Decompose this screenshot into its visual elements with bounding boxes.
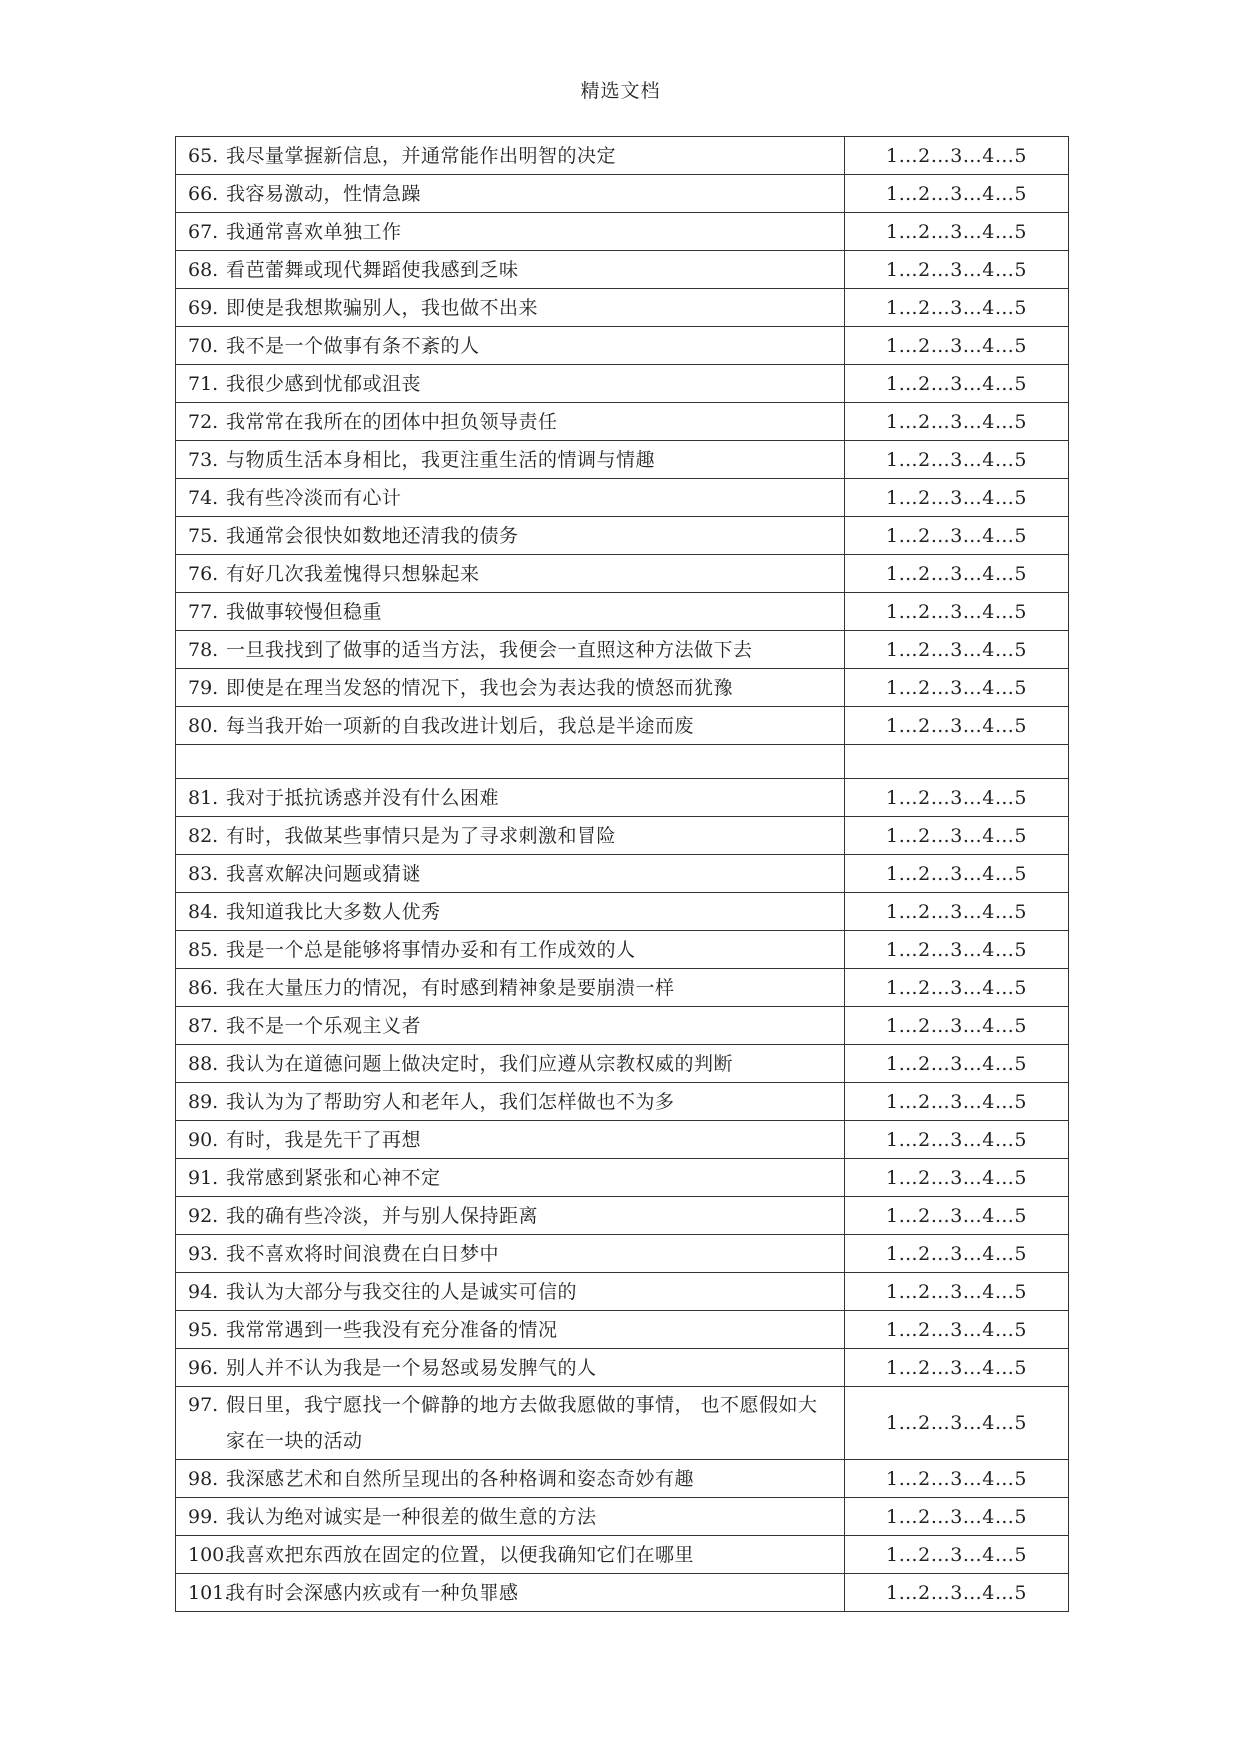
- rating-scale: 1…2…3…4…5: [845, 1159, 1069, 1197]
- question-number: 101.: [188, 1581, 231, 1604]
- question-cell: [176, 175, 845, 213]
- question-text: 我的确有些冷淡，并与别人保持距离: [226, 1204, 539, 1227]
- question-text: 我容易激动，性情急躁: [226, 182, 422, 205]
- table-row: [176, 1197, 1069, 1235]
- question-text: 我深感艺术和自然所呈现出的各种格调和姿态奇妙有趣: [226, 1467, 695, 1490]
- rating-scale: 1…2…3…4…5: [845, 1235, 1069, 1273]
- question-number: 86.: [188, 976, 219, 999]
- rating-scale: 1…2…3…4…5: [845, 779, 1069, 817]
- question-cell: [176, 855, 845, 893]
- question-cell: [176, 327, 845, 365]
- question-text: 我不是一个乐观主义者: [226, 1014, 422, 1037]
- question-number: 79.: [188, 676, 219, 699]
- question-text: 我有时会深感内疚或有一种负罪感: [226, 1581, 519, 1604]
- table-row: [176, 1083, 1069, 1121]
- question-number: 68.: [188, 258, 219, 281]
- table-row: [176, 779, 1069, 817]
- question-text: 我做事较慢但稳重: [226, 600, 383, 623]
- rating-scale: 1…2…3…4…5: [845, 1536, 1069, 1574]
- table-row: [176, 441, 1069, 479]
- question-number: 91.: [188, 1166, 219, 1189]
- question-text: 我有些冷淡而有心计: [226, 486, 402, 509]
- question-cell: [176, 1235, 845, 1273]
- question-text: 我常常在我所在的团体中担负领导责任: [226, 410, 558, 433]
- table-row: [176, 1311, 1069, 1349]
- question-number: 80.: [188, 714, 219, 737]
- question-number: 74.: [188, 486, 219, 509]
- table-row: [176, 479, 1069, 517]
- rating-scale: 1…2…3…4…5: [845, 931, 1069, 969]
- rating-scale: 1…2…3…4…5: [845, 1498, 1069, 1536]
- table-row: [176, 137, 1069, 175]
- question-cell: [176, 1536, 845, 1574]
- question-text: 与物质生活本身相比，我更注重生活的情调与情趣: [226, 448, 656, 471]
- table-row: [176, 555, 1069, 593]
- question-cell: [176, 931, 845, 969]
- rating-scale: 1…2…3…4…5: [845, 707, 1069, 745]
- question-cell: [176, 1045, 845, 1083]
- rating-scale: 1…2…3…4…5: [845, 403, 1069, 441]
- blank-row: [176, 745, 1069, 779]
- table-row: [176, 855, 1069, 893]
- question-number: 98.: [188, 1467, 219, 1490]
- table-row: [176, 669, 1069, 707]
- question-number: 94.: [188, 1280, 219, 1303]
- question-text: 有时，我是先干了再想: [226, 1128, 422, 1151]
- table-row: [176, 251, 1069, 289]
- question-cell: [176, 1007, 845, 1045]
- question-number: 77.: [188, 600, 219, 623]
- question-number: 95.: [188, 1318, 219, 1341]
- question-text: 我不喜欢将时间浪费在白日梦中: [226, 1242, 500, 1265]
- table-row: [176, 365, 1069, 403]
- question-text: 我认为为了帮助穷人和老年人，我们怎样做也不为多: [226, 1090, 675, 1113]
- table-row: [176, 517, 1069, 555]
- question-number: 88.: [188, 1052, 219, 1075]
- rating-scale: 1…2…3…4…5: [845, 593, 1069, 631]
- question-number: 81.: [188, 786, 219, 809]
- question-cell: [176, 1273, 845, 1311]
- question-cell: [176, 893, 845, 931]
- table-row: [176, 1536, 1069, 1574]
- rating-scale: 1…2…3…4…5: [845, 893, 1069, 931]
- rating-scale: 1…2…3…4…5: [845, 1387, 1069, 1460]
- question-text: 我对于抵抗诱惑并没有什么困难: [226, 786, 500, 809]
- table-row: [176, 1235, 1069, 1273]
- question-cell: [176, 365, 845, 403]
- question-number: 67.: [188, 220, 219, 243]
- question-cell: [176, 631, 845, 669]
- question-number: 90.: [188, 1128, 219, 1151]
- table-row: [176, 327, 1069, 365]
- question-cell: [176, 593, 845, 631]
- question-cell: [176, 403, 845, 441]
- table-row: [176, 1574, 1069, 1612]
- question-cell: [176, 779, 845, 817]
- rating-scale: 1…2…3…4…5: [845, 137, 1069, 175]
- page-header: 精选文档: [580, 80, 661, 102]
- table-row: [176, 175, 1069, 213]
- rating-scale: 1…2…3…4…5: [845, 251, 1069, 289]
- rating-scale: 1…2…3…4…5: [845, 1273, 1069, 1311]
- question-text: 看芭蕾舞或现代舞蹈使我感到乏味: [226, 258, 519, 281]
- question-cell: [176, 1083, 845, 1121]
- table-row: [176, 817, 1069, 855]
- table-row: [176, 893, 1069, 931]
- question-number: 92.: [188, 1204, 219, 1227]
- rating-scale: 1…2…3…4…5: [845, 1121, 1069, 1159]
- question-cell: [176, 1311, 845, 1349]
- question-number: 69.: [188, 296, 219, 319]
- question-number: 89.: [188, 1090, 219, 1113]
- question-text: 我通常会很快如数地还清我的债务: [226, 524, 519, 547]
- question-number: 75.: [188, 524, 219, 547]
- question-number: 72.: [188, 410, 219, 433]
- question-cell: [176, 1460, 845, 1498]
- question-text: 我常感到紧张和心神不定: [226, 1166, 441, 1189]
- question-cell: [176, 1387, 845, 1460]
- question-number: 78.: [188, 638, 219, 661]
- question-text: 有时，我做某些事情只是为了寻求刺激和冒险: [226, 824, 617, 847]
- rating-scale: 1…2…3…4…5: [845, 1197, 1069, 1235]
- rating-scale: 1…2…3…4…5: [845, 289, 1069, 327]
- rating-scale: 1…2…3…4…5: [845, 1083, 1069, 1121]
- question-text: 有好几次我羞愧得只想躲起来: [226, 562, 480, 585]
- table-row: [176, 931, 1069, 969]
- question-number: 73.: [188, 448, 219, 471]
- question-cell: [176, 969, 845, 1007]
- question-text: 一旦我找到了做事的适当方法，我便会一直照这种方法做下去: [226, 638, 753, 661]
- question-text: 即使是在理当发怒的情况下，我也会为表达我的愤怒而犹豫: [226, 676, 734, 699]
- rating-scale: 1…2…3…4…5: [845, 1007, 1069, 1045]
- blank-cell: [176, 745, 845, 779]
- question-text: 假日里，我宁愿找一个僻静的地方去做我愿做的事情， 也不愿假如大家在一块的活动: [226, 1394, 818, 1452]
- table-row: [176, 1460, 1069, 1498]
- question-text: 我认为绝对诚实是一种很差的做生意的方法: [226, 1505, 597, 1528]
- question-text: 我喜欢把东西放在固定的位置，以便我确知它们在哪里: [226, 1543, 695, 1566]
- table-row: [176, 1121, 1069, 1159]
- rating-scale: 1…2…3…4…5: [845, 441, 1069, 479]
- table-row: [176, 1007, 1069, 1045]
- question-number: 82.: [188, 824, 219, 847]
- table-row: [176, 707, 1069, 745]
- question-cell: [176, 1197, 845, 1235]
- question-cell: [176, 289, 845, 327]
- questionnaire-table: [175, 136, 1069, 1612]
- table-row: [176, 213, 1069, 251]
- rating-scale: 1…2…3…4…5: [845, 1045, 1069, 1083]
- question-number: 96.: [188, 1356, 219, 1379]
- table-row: [176, 593, 1069, 631]
- rating-scale: 1…2…3…4…5: [845, 479, 1069, 517]
- rating-scale: 1…2…3…4…5: [845, 1349, 1069, 1387]
- question-number: 100.: [188, 1543, 231, 1566]
- question-text: 即使是我想欺骗别人，我也做不出来: [226, 296, 539, 319]
- question-text: 我认为大部分与我交往的人是诚实可信的: [226, 1280, 578, 1303]
- rating-scale: 1…2…3…4…5: [845, 517, 1069, 555]
- question-number: 66.: [188, 182, 219, 205]
- question-cell: [176, 1159, 845, 1197]
- table-row: [176, 1349, 1069, 1387]
- question-text: 每当我开始一项新的自我改进计划后，我总是半途而废: [226, 714, 695, 737]
- question-text: 我通常喜欢单独工作: [226, 220, 402, 243]
- table-row: [176, 1387, 1069, 1460]
- question-text: 我不是一个做事有条不紊的人: [226, 334, 480, 357]
- question-number: 76.: [188, 562, 219, 585]
- question-text: 我认为在道德问题上做决定时，我们应遵从宗教权威的判断: [226, 1052, 734, 1075]
- table-row: [176, 969, 1069, 1007]
- table-row: [176, 1045, 1069, 1083]
- question-text: 我很少感到忧郁或沮丧: [226, 372, 422, 395]
- question-number: 83.: [188, 862, 219, 885]
- rating-scale: 1…2…3…4…5: [845, 327, 1069, 365]
- rating-scale: 1…2…3…4…5: [845, 555, 1069, 593]
- question-cell: [176, 213, 845, 251]
- rating-scale: 1…2…3…4…5: [845, 1311, 1069, 1349]
- question-cell: [176, 1574, 845, 1612]
- rating-scale: 1…2…3…4…5: [845, 855, 1069, 893]
- question-cell: [176, 1498, 845, 1536]
- table-row: [176, 1273, 1069, 1311]
- question-text: 我喜欢解决问题或猜谜: [226, 862, 422, 885]
- question-number: 97.: [188, 1394, 219, 1416]
- blank-cell: [845, 745, 1069, 779]
- question-cell: [176, 555, 845, 593]
- question-number: 99.: [188, 1505, 219, 1528]
- question-number: 71.: [188, 372, 219, 395]
- question-number: 85.: [188, 938, 219, 961]
- rating-scale: 1…2…3…4…5: [845, 631, 1069, 669]
- rating-scale: 1…2…3…4…5: [845, 817, 1069, 855]
- question-cell: [176, 1121, 845, 1159]
- question-cell: [176, 817, 845, 855]
- rating-scale: 1…2…3…4…5: [845, 1574, 1069, 1612]
- question-number: 84.: [188, 900, 219, 923]
- question-cell: [176, 251, 845, 289]
- question-number: 70.: [188, 334, 219, 357]
- question-text: 别人并不认为我是一个易怒或易发脾气的人: [226, 1356, 597, 1379]
- table-row: [176, 631, 1069, 669]
- question-number: 87.: [188, 1014, 219, 1037]
- rating-scale: 1…2…3…4…5: [845, 969, 1069, 1007]
- question-text: 我在大量压力的情况，有时感到精神象是要崩溃一样: [226, 976, 675, 999]
- table-row: [176, 1159, 1069, 1197]
- question-text: 我是一个总是能够将事情办妥和有工作成效的人: [226, 938, 636, 961]
- question-cell: [176, 707, 845, 745]
- rating-scale: 1…2…3…4…5: [845, 213, 1069, 251]
- question-cell: [176, 1349, 845, 1387]
- question-number: 65.: [188, 144, 219, 167]
- question-text: 我常常遇到一些我没有充分准备的情况: [226, 1318, 558, 1341]
- rating-scale: 1…2…3…4…5: [845, 669, 1069, 707]
- table-row: [176, 1498, 1069, 1536]
- rating-scale: 1…2…3…4…5: [845, 1460, 1069, 1498]
- question-cell: [176, 479, 845, 517]
- question-number: 93.: [188, 1242, 219, 1265]
- table-row: [176, 289, 1069, 327]
- question-text: 我知道我比大多数人优秀: [226, 900, 441, 923]
- question-cell: [176, 137, 845, 175]
- question-cell: [176, 441, 845, 479]
- rating-scale: 1…2…3…4…5: [845, 365, 1069, 403]
- question-text: 我尽量掌握新信息，并通常能作出明智的决定: [226, 144, 617, 167]
- table-row: [176, 403, 1069, 441]
- rating-scale: 1…2…3…4…5: [845, 175, 1069, 213]
- question-cell: [176, 517, 845, 555]
- question-cell: [176, 669, 845, 707]
